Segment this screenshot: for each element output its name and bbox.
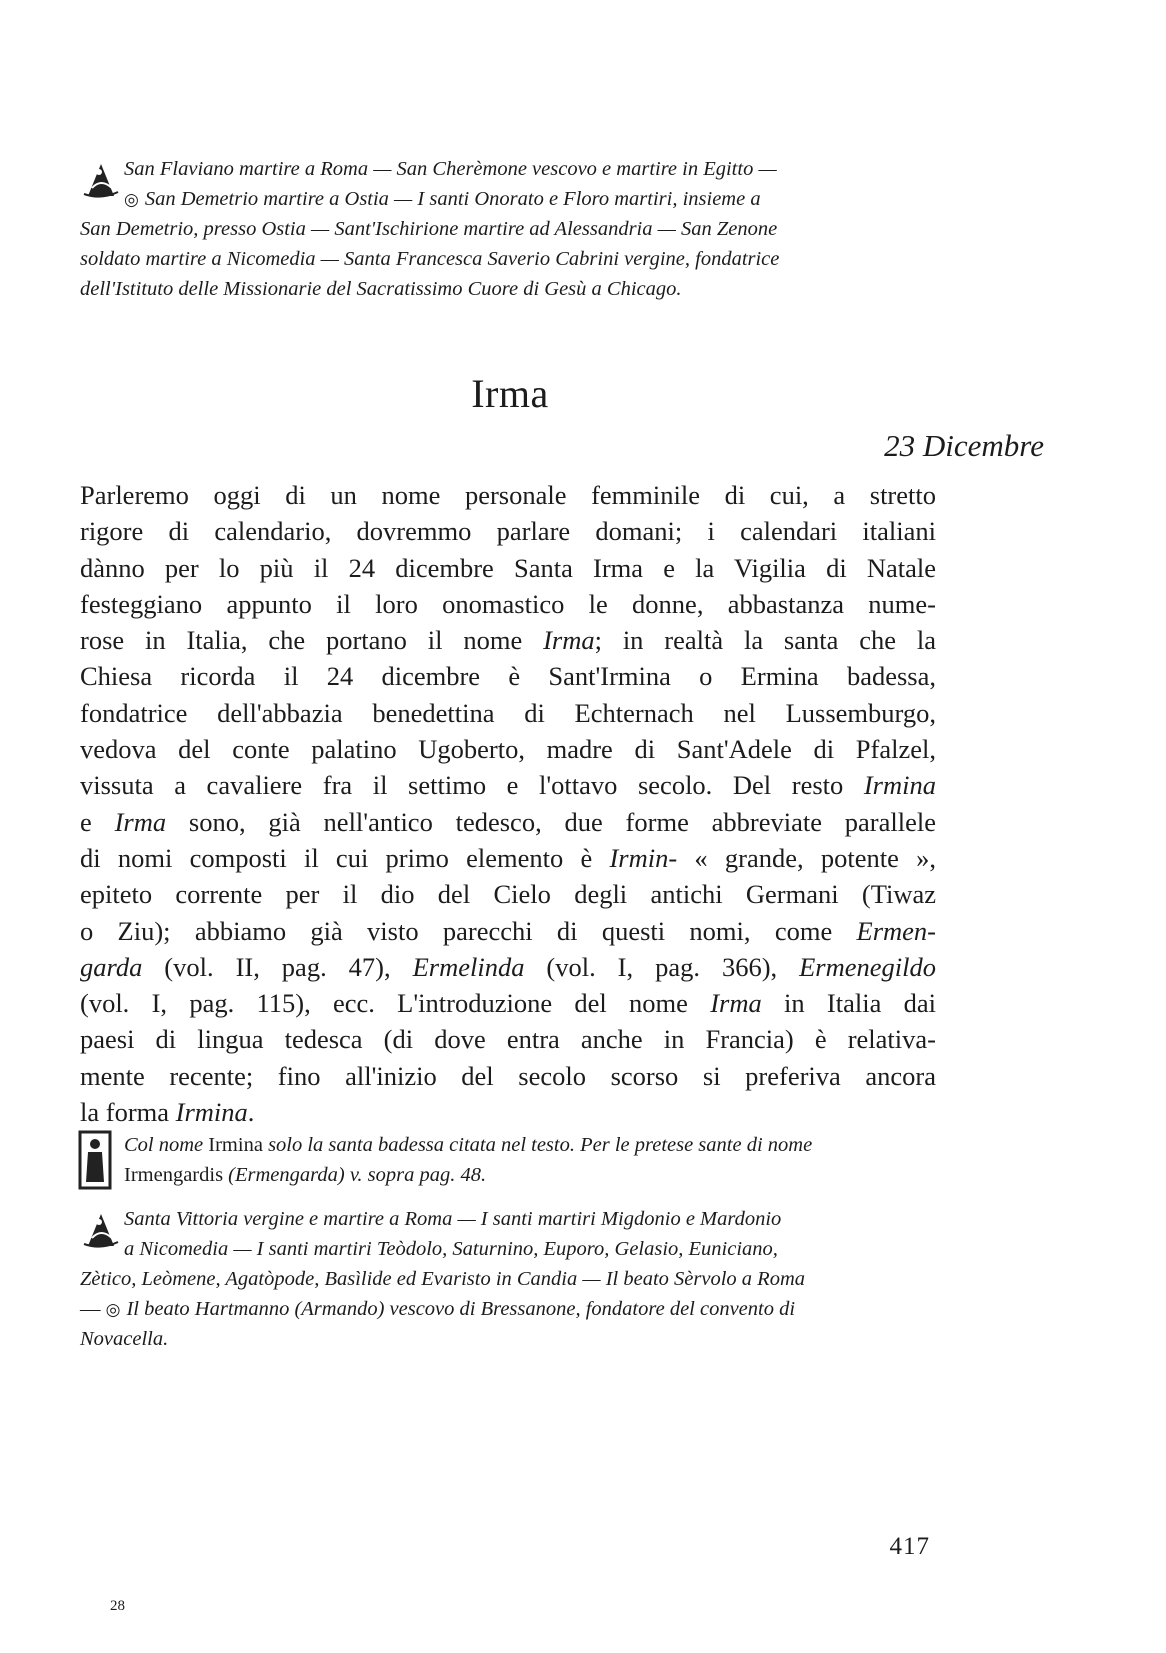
saints-list-top — [80, 154, 940, 304]
body-line: rigore di calendario, dovremmo parlare domani; i calendari italiani — [80, 516, 936, 547]
note-line: Col nome Irmina solo la santa badessa citata nel testo. Per le pretese sante di nome — [124, 1134, 813, 1156]
saints-line: dell'Istituto delle Missionarie del Sacratissimo Cuore di Gesù a Chicago. — [80, 278, 682, 300]
body-line: garda (vol. II, pag. 47), Ermelinda (vol. I, pag. 366), Ermenegildo — [80, 951, 936, 982]
body-line: e Irma sono, già nell'antico tedesco, due forme abbreviate parallele — [80, 806, 936, 837]
body-line: epiteto corrente per il dio del Cielo degli antichi Germani (Tiwaz — [80, 879, 936, 910]
circle-symbol-icon: ◎ — [124, 190, 139, 209]
body-line: fondatrice dell'abbazia benedettina di Echternach nel Lussemburgo, — [80, 697, 936, 728]
body-line: dànno per lo più il 24 dicembre Santa Irma e la Vigilia di Natale — [80, 552, 936, 583]
saints-line: Santa Vittoria vergine e martire a Roma — I santi martiri Migdonio e Mardonio — [124, 1208, 782, 1230]
saints-list-bottom — [80, 1204, 940, 1354]
saints-line: — ◎ Il beato Hartmanno (Armando) vescovo di Bressanone, fondatore del convento di — [80, 1298, 796, 1320]
body-line: Chiesa ricorda il 24 dicembre è Sant'Irmina o Ermina badessa, — [80, 661, 936, 692]
body-line: di nomi composti il cui primo elemento è Irmin- « grande, potente », — [80, 842, 936, 873]
entry-title: Irma — [471, 371, 549, 416]
body-line: mente recente; fino all'inizio del secolo scorso si preferiva ancora — [80, 1060, 936, 1091]
saints-line: San Flaviano martire a Roma — San Cherèmone vescovo e martire in Egitto — — [124, 158, 777, 180]
body-line: la forma Irmina. — [80, 1097, 255, 1128]
body-line: rose in Italia, che portano il nome Irma; in realtà la santa che la — [80, 625, 936, 656]
note-block — [80, 1130, 940, 1190]
saints-line: a Nicomedia — I santi martiri Teòdolo, Saturnino, Euporo, Gelasio, Euniciano, — [124, 1238, 778, 1260]
body-line: o Ziu); abbiamo già visto parecchi di questi nomi, come Ermen- — [80, 915, 936, 946]
sheet-number: 28 — [110, 1598, 125, 1614]
entry-body — [80, 477, 936, 1130]
circle-symbol-icon: ◎ — [105, 1300, 121, 1319]
body-line: vedova del conte palatino Ugoberto, madre di Sant'Adele di Pfalzel, — [80, 734, 936, 765]
saints-line: Novacella. — [80, 1328, 169, 1350]
entry-date: 23 Dicembre — [884, 428, 1044, 463]
body-line: (vol. I, pag. 115), ecc. L'introduzione del nome Irma in Italia dai — [80, 988, 936, 1019]
note-line: Irmengardis (Ermengarda) v. sopra pag. 48. — [124, 1164, 487, 1186]
body-line: paesi di lingua tedesca (di dove entra anche in Francia) è relativa- — [80, 1024, 936, 1055]
saints-line: San Demetrio, presso Ostia — Sant'Ischirione martire ad Alessandria — San Zenone — [80, 218, 778, 240]
saints-line: ◎ San Demetrio martire a Ostia — I santi Onorato e Floro martiri, insieme a — [124, 188, 761, 210]
saints-line: soldato martire a Nicomedia — Santa Francesca Saverio Cabrini vergine, fondatrice — [80, 248, 780, 270]
saints-line: Zètico, Leòmene, Agatòpode, Basìlide ed Evaristo in Candia — Il beato Sèrvolo a Roma — [80, 1268, 805, 1290]
body-line: vissuta a cavaliere fra il settimo e l'ottavo secolo. Del resto Irmina — [80, 770, 936, 801]
body-line: festeggiano appunto il loro onomastico le donne, abbastanza nume- — [80, 588, 936, 619]
body-line: Parleremo oggi di un nome personale femminile di cui, a stretto — [80, 480, 936, 510]
page-number: 417 — [889, 1533, 930, 1560]
